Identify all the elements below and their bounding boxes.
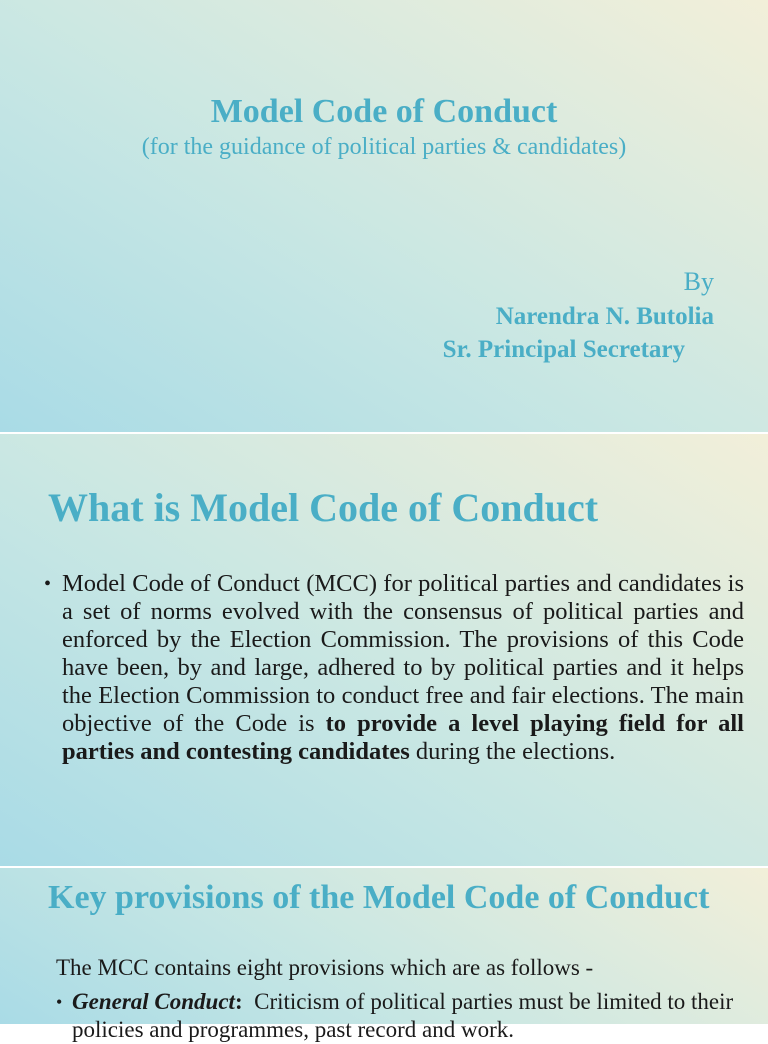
paragraph-end: during the elections. bbox=[409, 738, 616, 765]
list-item-colon: : bbox=[234, 989, 243, 1014]
bullet-icon: • bbox=[44, 573, 52, 595]
bullet-icon: • bbox=[56, 992, 63, 1012]
provisions-slide bbox=[0, 868, 768, 1042]
title-slide bbox=[0, 0, 768, 432]
list-item-body: Criticism of political parties must be limited to their policies and programmes, past record and work. bbox=[72, 989, 739, 1042]
list-item-label: General Conduct bbox=[72, 989, 235, 1014]
slide-heading: Key provisions of the Model Code of Conduct bbox=[48, 879, 710, 916]
list-item bbox=[56, 988, 756, 1044]
paragraph-emphasis: to provide a level playing field for all parties and contesting candidates bbox=[62, 710, 744, 765]
by-label: By bbox=[683, 267, 714, 296]
paragraph-start: Model Code of Conduct (MCC) for political parties and candidates is a set of norms evolved with the consensus of political parties and enforced by the Election Commission. The provisions of this Code have been, by and large, adhered to by political parties and it helps the Election Commission to conduct free and fair elections. The main objective of the Code is bbox=[62, 570, 744, 737]
author-name: Narendra N. Butolia bbox=[495, 303, 714, 330]
presentation-subtitle: (for the guidance of political parties & candidates) bbox=[141, 134, 627, 160]
bullet-paragraph bbox=[44, 570, 744, 766]
definition-slide bbox=[0, 434, 768, 866]
presentation-title: Model Code of Conduct bbox=[210, 93, 558, 130]
list-item-text bbox=[72, 988, 756, 1044]
author-role: Sr. Principal Secretary bbox=[442, 336, 685, 363]
paragraph-text bbox=[62, 570, 744, 766]
intro-text: The MCC contains eight provisions which are as follows - bbox=[56, 955, 594, 980]
slide-heading: What is Model Code of Conduct bbox=[48, 485, 599, 530]
